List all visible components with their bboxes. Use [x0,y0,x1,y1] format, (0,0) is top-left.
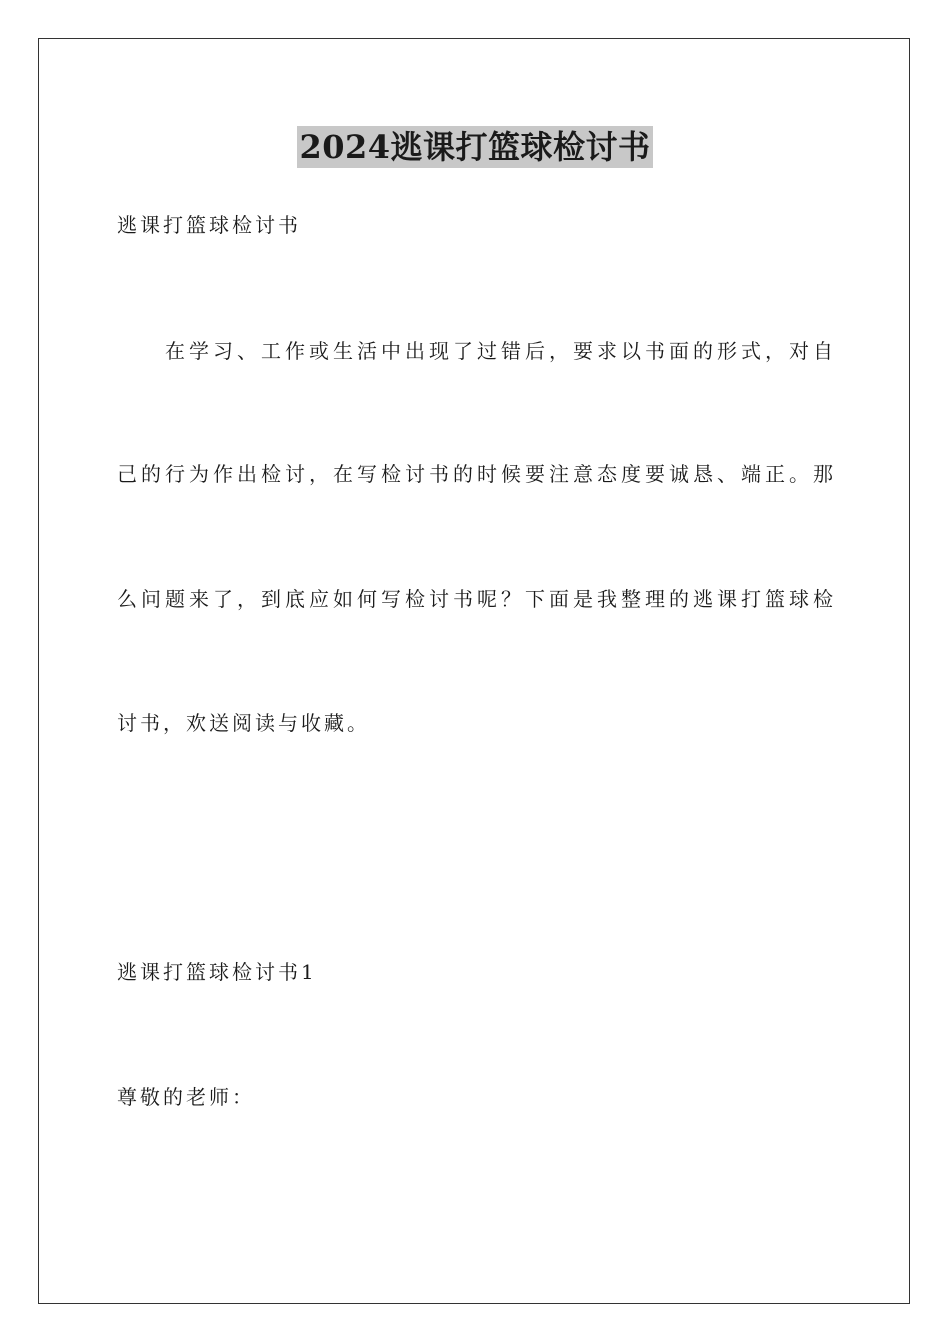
salutation: 尊敬的老师： [117,1085,255,1109]
section-heading: 逃课打篮球检讨书1 [117,960,317,984]
intro-line-3: 么问题来了，到底应如何写检讨书呢？下面是我整理的逃课打篮球检 [117,587,833,611]
intro-line-2: 己的行为作出检讨，在写检讨书的时候要注意态度要诚恳、端正。那 [117,462,833,486]
intro-line-1: 在学习、工作或生活中出现了过错后，要求以书面的形式，对自 [165,339,833,363]
title-container [0,126,950,168]
document-subtitle: 逃课打篮球检讨书 [117,213,301,237]
document-title: 2024逃课打篮球检讨书 [299,128,651,166]
intro-line-4: 讨书，欢送阅读与收藏。 [117,711,370,735]
